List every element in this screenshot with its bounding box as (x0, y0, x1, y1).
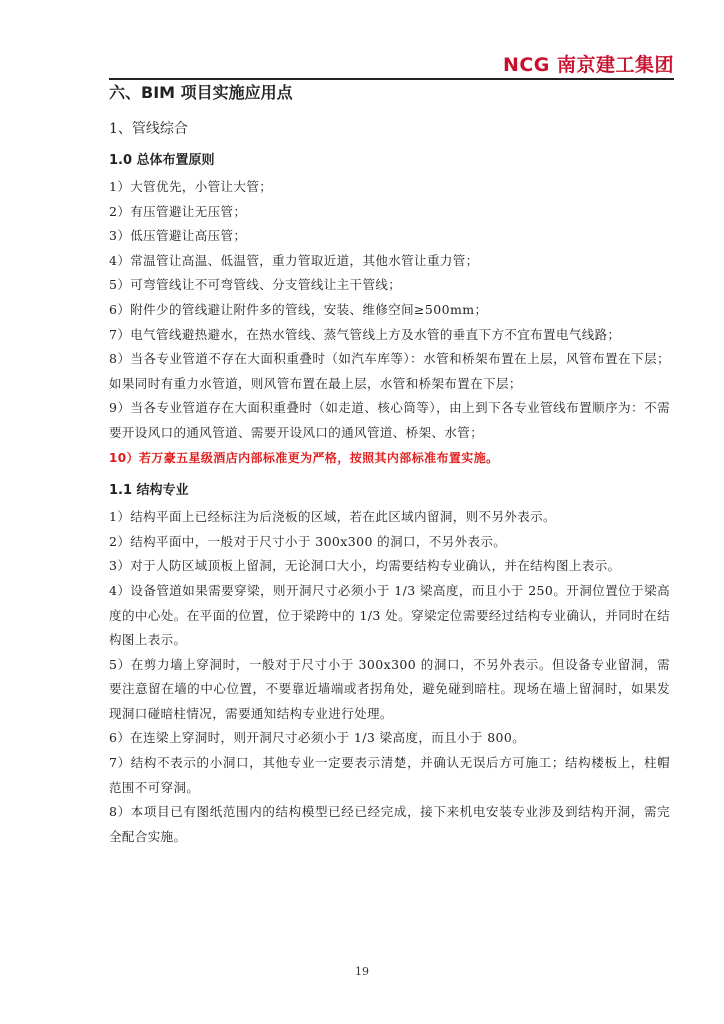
principle-item: 6）附件少的管线避让附件多的管线，安装、维修空间≥500mm； (109, 301, 488, 317)
document-body (109, 82, 670, 849)
principle-highlight (109, 446, 670, 471)
structure-item: 1）结构平面上已经标注为后浇板的区域，若在此区域内留洞，则不另外表示。 (109, 509, 556, 525)
principle-item: 4）常温管让高温、低温管，重力管取近道，其他水管让重力管； (109, 252, 479, 268)
structure-item: 6）在连梁上穿洞时，则开洞尺寸必须小于 1/3 梁高度，而且小于 800。 (109, 730, 526, 746)
subsection-title: 1、管线综合 (109, 121, 188, 137)
header-divider (109, 78, 674, 80)
principle-item: 2）有压管避让无压管； (109, 203, 247, 219)
principle-item: 3）低压管避让高压管； (109, 228, 247, 244)
structure-item: 7）结构不表示的小洞口，其他专业一定要表示清楚，并确认无误后方可施工；结构楼板上，柱帽范围不可穿洞。 (109, 755, 670, 795)
principle-item: 8）当各专业管道不存在大面积重叠时（如汽车库等）：水管和桥架布置在上层，风管布置在下层；如果同时有重力水管道，则风管布置在最上层，水管和桥架布置在下层； (109, 351, 670, 391)
principles-heading: 1.0 总体布置原则 (109, 153, 215, 168)
structure-item: 2）结构平面中，一般对于尺寸小于 300x300 的洞口，不另外表示。 (109, 533, 507, 549)
principle-item: 5）可弯管线让不可弯管线、分支管线让主干管线； (109, 277, 402, 293)
highlight-prefix: 10） (109, 450, 139, 465)
structure-item: 8）本项目已有图纸范围内的结构模型已经已经完成，接下来机电安装专业涉及到结构开洞，需完全配合实施。 (109, 804, 670, 844)
structure-list (109, 505, 670, 849)
section-title: 六、BIM 项目实施应用点 (109, 83, 293, 102)
company-brand: NCG 南京建工集团 (502, 54, 674, 76)
structure-item: 4）设备管道如果需要穿梁，则开洞尺寸必须小于 1/3 梁高度，而且小于 250。开洞位置位于梁高度的中心处。在平面的位置，位于梁跨中的 1/3 处。穿梁定位需要经过结构专业确认，并同时在结构图上表示。 (109, 582, 670, 648)
page-number: 19 (355, 965, 369, 978)
principle-item: 9）当各专业管道存在大面积重叠时（如走道、核心筒等），由上到下各专业管线布置顺序为：不需要开设风口的通风管道、需要开设风口的通风管道、桥架、水管； (109, 400, 670, 440)
principles-list (109, 175, 670, 470)
principle-item: 7）电气管线避热避水，在热水管线、蒸气管线上方及水管的垂直下方不宜布置电气线路； (109, 326, 621, 342)
structure-heading: 1.1 结构专业 (109, 483, 189, 499)
principle-item: 1）大管优先，小管让大管； (109, 179, 273, 194)
highlight-text: 若万豪五星级酒店内部标准更为严格，按照其内部标准布置实施。 (138, 450, 499, 465)
structure-item: 3）对于人防区域顶板上留洞，无论洞口大小，均需要结构专业确认，并在结构图上表示。 (109, 558, 621, 574)
structure-item: 5）在剪力墙上穿洞时，一般对于尺寸小于 300x300 的洞口，不另外表示。但设备专业留洞，需要注意留在墙的中心位置，不要靠近墙端或者拐角处，避免碰到暗柱。现场在墙上留洞时，如果发现洞口碰暗柱情况，需要通知结构专业进行处理。 (109, 656, 670, 721)
